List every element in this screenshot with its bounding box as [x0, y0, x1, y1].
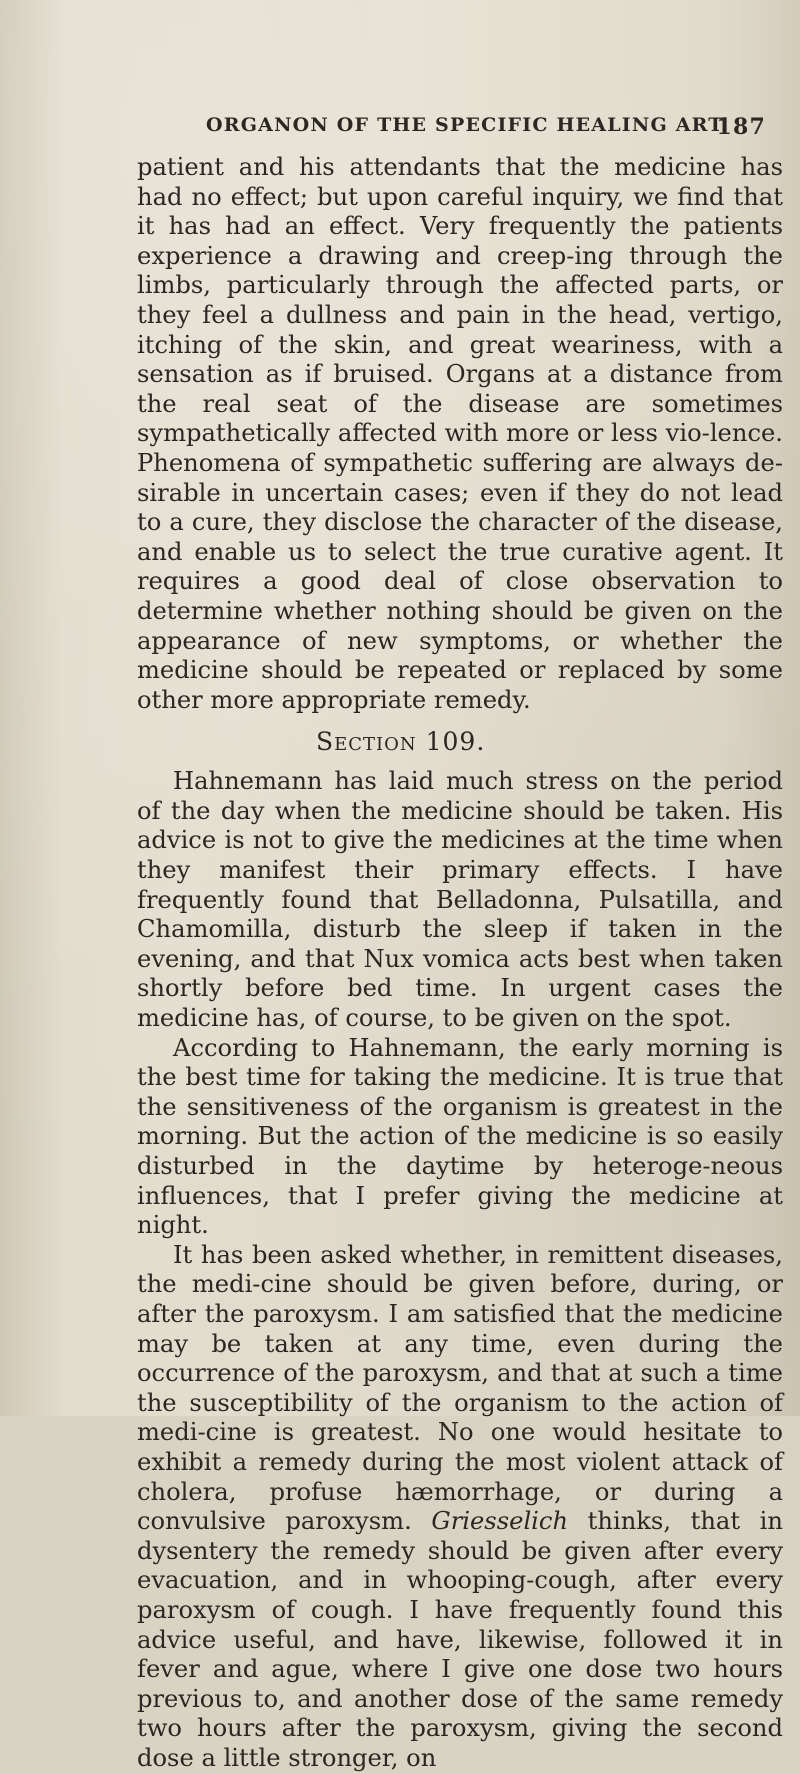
section-heading: Section 109.	[316, 727, 486, 757]
paragraph-timing: Hahnemann has laid much stress on the period of the day when the medicine should be taken. His advice is not to give the medicines at the time when they manifest their primary effects. I have frequently found that Belladonna, Pulsatilla, and Chamomilla, disturb the sleep if taken in the evening, and that Nux vomica acts best when taken shortly before bed time. In urgent cases the medicine has, of course, to be given on the spot.	[137, 767, 783, 1033]
paragraph-paroxysm	[137, 1241, 783, 1773]
running-head	[206, 114, 766, 140]
paragraph-paroxysm-part-1: It has been asked whether, in remittent diseases, the medi-cine should be given before, during, or after the paroxysm. I am satisfied that the medicine may be taken at any time, even during the occurrence of the paroxysm, and that at such a time the susceptibility of the organism to the action of medi-cine is greatest. No one would hesitate to exhibit a remedy during the most violent attack of cholera, profuse hæmorrhage, or during a convulsive paroxysm.	[137, 1240, 783, 1536]
paragraph-paroxysm-part-2: thinks, that in dysentery the remedy should be given after every evacuation, and in whooping-cough, after every paroxysm of cough. I have frequently found this advice useful, and have, likewise, followed it in fever and ague, where I give one dose two hours previous to, and another dose of the same remedy two hours after the paroxysm, giving the second dose a little stronger, on	[137, 1507, 783, 1772]
running-title: ORGANON OF THE SPECIFIC HEALING ART.	[206, 114, 729, 136]
paragraph-morning: According to Hahnemann, the early morning is the best time for taking the medicine. It is true that the sensitiveness of the organism is greatest in the morning. But the action of the medicine is so easily disturbed in the daytime by heteroge-neous influences, that I prefer giving the medicine at night.	[137, 1033, 783, 1240]
page-number: 187	[716, 114, 766, 140]
body-text	[137, 153, 783, 1773]
paragraph-continued: patient and his attendants that the medicine has had no effect; but upon careful inquiry, we find that it has had an effect. Very frequently the patients experience a drawing and creep-ing through the limbs, particularly through the affected parts, or they feel a dullness and pain in the head, vertigo, itching of the skin, and great weariness, with a sensation as if bruised. Organs at a distance from the real seat of the disease are sometimes sympathetically affected with more or less vio-lence. Phenomena of sympathetic suffering are always de-sirable in uncertain cases; even if they do not lead to a cure, they disclose the character of the disease, and enable us to select the true curative agent. It requires a good deal of close observation to determine whether nothing should be given on the appearance of new symptoms, or whether the medicine should be repeated or replaced by some other more appropriate remedy.	[137, 153, 783, 714]
author-name-griesselich: Griesselich	[431, 1507, 569, 1536]
